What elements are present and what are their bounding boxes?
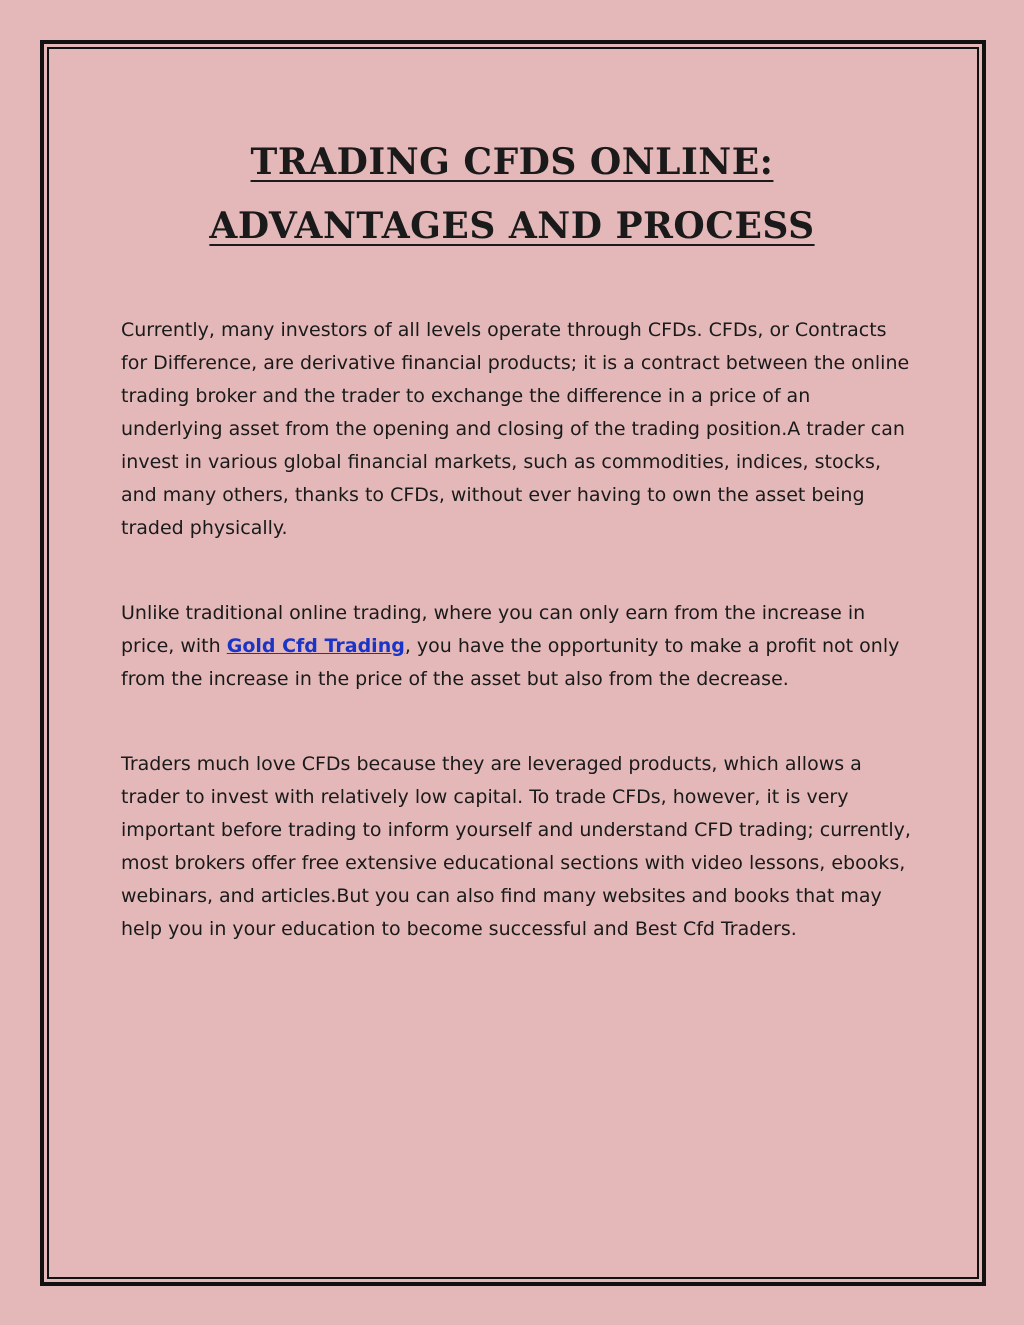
paragraph-traders: Traders much love CFDs because they are leveraged products, which allows a trader to invest with relatively low capital. To trade CFDs, however, it is very important before trading to inform yourself and understand CFD trading; currently, most brokers offer free extensive educational sections with video lessons, ebooks, webinars, and articles.But you can also find many websites and books that may help you in your education to become successful and Best Cfd Traders. — [121, 753, 911, 940]
title-line-1: TRADING CFDS ONLINE: — [250, 141, 774, 183]
paragraph-intro: Currently, many investors of all levels operate through CFDs. CFDs, or Contracts for Difference, are derivative financial products; it is a contract between the online trading broker and the trader to exchange the difference in a price of an underlying asset from the opening and closing of the trading position.A trader can invest in various global financial markets, such as commodities, indices, stocks, and many others, thanks to CFDs, without ever having to own the asset being traded physically. — [121, 319, 910, 539]
paragraph-gold-cfd-text-before: Unlike traditional online trading, where you can only earn from the increase in price, with — [121, 602, 866, 657]
gold-cfd-trading-link[interactable]: Gold Cfd Trading — [226, 635, 405, 657]
paragraph-gold-cfd — [121, 597, 911, 696]
title-line-2: ADVANTAGES AND PROCESS — [209, 205, 815, 247]
page-title — [0, 130, 1024, 258]
paragraph-gold-cfd-text-after: , you have the opportunity to make a profit not only from the increase in the price of the asset but also from the decrease. — [121, 635, 900, 690]
